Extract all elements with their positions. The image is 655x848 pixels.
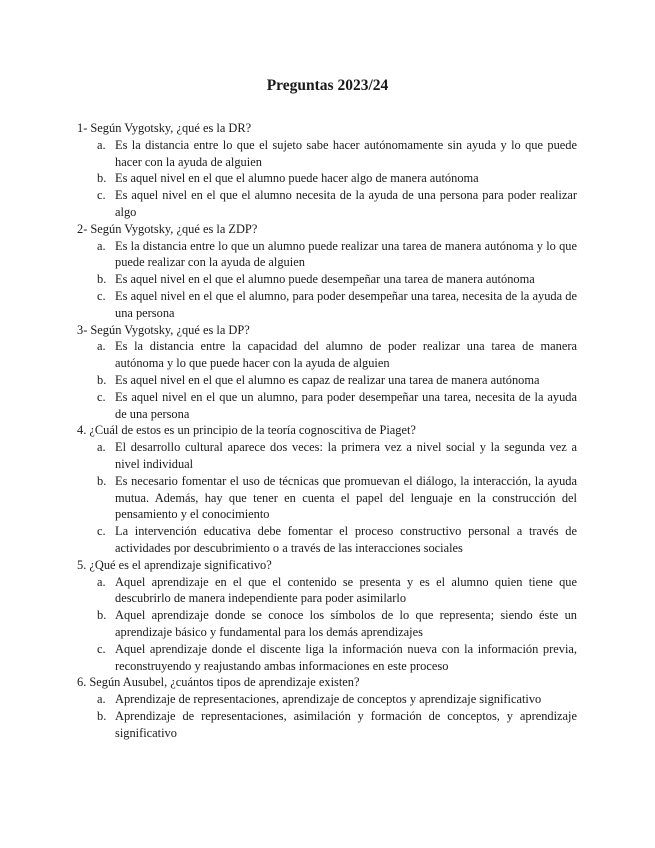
option-item bbox=[77, 170, 577, 187]
option-text: Es la distancia entre lo que un alumno puede realizar una tarea de manera autónoma y lo que puede realizar con la ayuda de alguien bbox=[115, 238, 577, 270]
question-text: 6. Según Ausubel, ¿cuántos tipos de aprendizaje existen? bbox=[77, 675, 360, 690]
question-list bbox=[77, 120, 577, 741]
option-letter: a. bbox=[97, 692, 106, 707]
option-text: La intervención educativa debe fomentar el proceso constructivo personal a través de actividades por descubrimiento o a través de las interacciones sociales bbox=[115, 524, 577, 555]
option-list bbox=[77, 691, 577, 741]
option-letter: a. bbox=[97, 238, 106, 253]
option-letter: c. bbox=[97, 524, 106, 539]
option-letter: c. bbox=[97, 288, 106, 303]
option-letter: a. bbox=[97, 339, 106, 354]
option-list bbox=[77, 439, 577, 557]
option-letter: c. bbox=[97, 389, 106, 404]
option-text: Aprendizaje de representaciones, asimilación y formación de conceptos, y aprendizaje significativo bbox=[115, 708, 577, 740]
option-text: Es aquel nivel en el que el alumno puede desempeñar una tarea de manera autónoma bbox=[115, 272, 535, 287]
option-letter: a. bbox=[97, 440, 106, 455]
option-letter: c. bbox=[97, 188, 106, 203]
option-item bbox=[77, 708, 577, 742]
option-item bbox=[77, 523, 577, 557]
option-letter: c. bbox=[97, 641, 106, 656]
option-letter: b. bbox=[97, 272, 107, 287]
option-letter: b. bbox=[97, 608, 107, 623]
option-text: Es aquel nivel en el que el alumno puede hacer algo de manera autónoma bbox=[115, 171, 479, 186]
option-item bbox=[77, 238, 577, 272]
option-text: Es necesario fomentar el uso de técnicas que promuevan el diálogo, la interacción, la ayuda mutua. Además, hay que tener en cuenta el papel del lenguaje en la construcción del pensamiento y el conocimiento bbox=[115, 473, 577, 522]
option-letter: b. bbox=[97, 473, 107, 488]
option-text: Es la distancia entre lo que el sujeto sabe hacer autónomamente sin ayuda y lo que puede hacer con la ayuda de alguien bbox=[115, 137, 577, 169]
option-item bbox=[77, 372, 577, 389]
option-item bbox=[77, 271, 577, 288]
option-list bbox=[77, 137, 577, 221]
question-text: 5. ¿Qué es el aprendizaje significativo? bbox=[77, 557, 272, 572]
question-text: 2- Según Vygotsky, ¿qué es la ZDP? bbox=[77, 221, 258, 236]
option-item bbox=[77, 288, 577, 322]
option-letter: b. bbox=[97, 372, 107, 387]
option-item bbox=[77, 691, 577, 708]
option-text: Aquel aprendizaje donde se conoce los símbolos de lo que representa; siendo éste un aprendizaje básico y fundamental para los demás aprendizajes bbox=[115, 608, 577, 639]
option-item bbox=[77, 137, 577, 171]
option-item bbox=[77, 187, 577, 221]
page-title: Preguntas 2023/24 bbox=[266, 77, 389, 94]
option-text: Aquel aprendizaje en el que el contenido se presenta y es el alumno quien tiene que descubrirlo de manera independiente para poder asimilarlo bbox=[115, 574, 577, 606]
option-item bbox=[77, 641, 577, 675]
option-item bbox=[77, 389, 577, 423]
option-item bbox=[77, 574, 577, 608]
question-4 bbox=[77, 422, 577, 556]
option-letter: a. bbox=[97, 574, 106, 589]
option-item bbox=[77, 439, 577, 473]
question-text: 1- Según Vygotsky, ¿qué es la DR? bbox=[77, 121, 252, 135]
option-text: Aquel aprendizaje donde el discente liga la información nueva con la información previa, reconstruyendo y reajustando ambas informaciones en este proceso bbox=[115, 641, 577, 673]
option-letter: a. bbox=[97, 137, 106, 152]
option-item bbox=[77, 607, 577, 641]
option-text: Es la distancia entre la capacidad del alumno de poder realizar una tarea de manera autónoma y lo que puede hacer con la ayuda de alguien bbox=[115, 339, 577, 371]
question-6 bbox=[77, 674, 577, 741]
option-text: El desarrollo cultural aparece dos veces: la primera vez a nivel social y la segunda vez a nivel individual bbox=[115, 440, 577, 471]
question-3 bbox=[77, 322, 577, 423]
option-letter: b. bbox=[97, 171, 107, 186]
option-letter: b. bbox=[97, 708, 107, 723]
question-5 bbox=[77, 557, 577, 675]
option-text: Es aquel nivel en el que el alumno necesita de la ayuda de una persona para poder realizar algo bbox=[115, 188, 577, 219]
option-text: Aprendizaje de representaciones, aprendizaje de conceptos y aprendizaje significativo bbox=[115, 692, 542, 707]
option-item bbox=[77, 473, 577, 523]
question-text: 3- Según Vygotsky, ¿qué es la DP? bbox=[77, 322, 250, 337]
option-list bbox=[77, 238, 577, 322]
question-1 bbox=[77, 120, 577, 221]
option-text: Es aquel nivel en el que un alumno, para poder desempeñar una tarea, necesita de la ayuda de una persona bbox=[115, 389, 577, 421]
question-text: 4. ¿Cuál de estos es un principio de la teoría cognoscitiva de Piaget? bbox=[77, 423, 416, 438]
option-text: Es aquel nivel en el que el alumno, para poder desempeñar una tarea, necesita de la ayuda de una persona bbox=[115, 288, 577, 320]
option-item bbox=[77, 338, 577, 372]
question-2 bbox=[77, 221, 577, 322]
option-list bbox=[77, 338, 577, 422]
option-list bbox=[77, 574, 577, 675]
option-text: Es aquel nivel en el que el alumno es capaz de realizar una tarea de manera autónoma bbox=[115, 372, 540, 387]
